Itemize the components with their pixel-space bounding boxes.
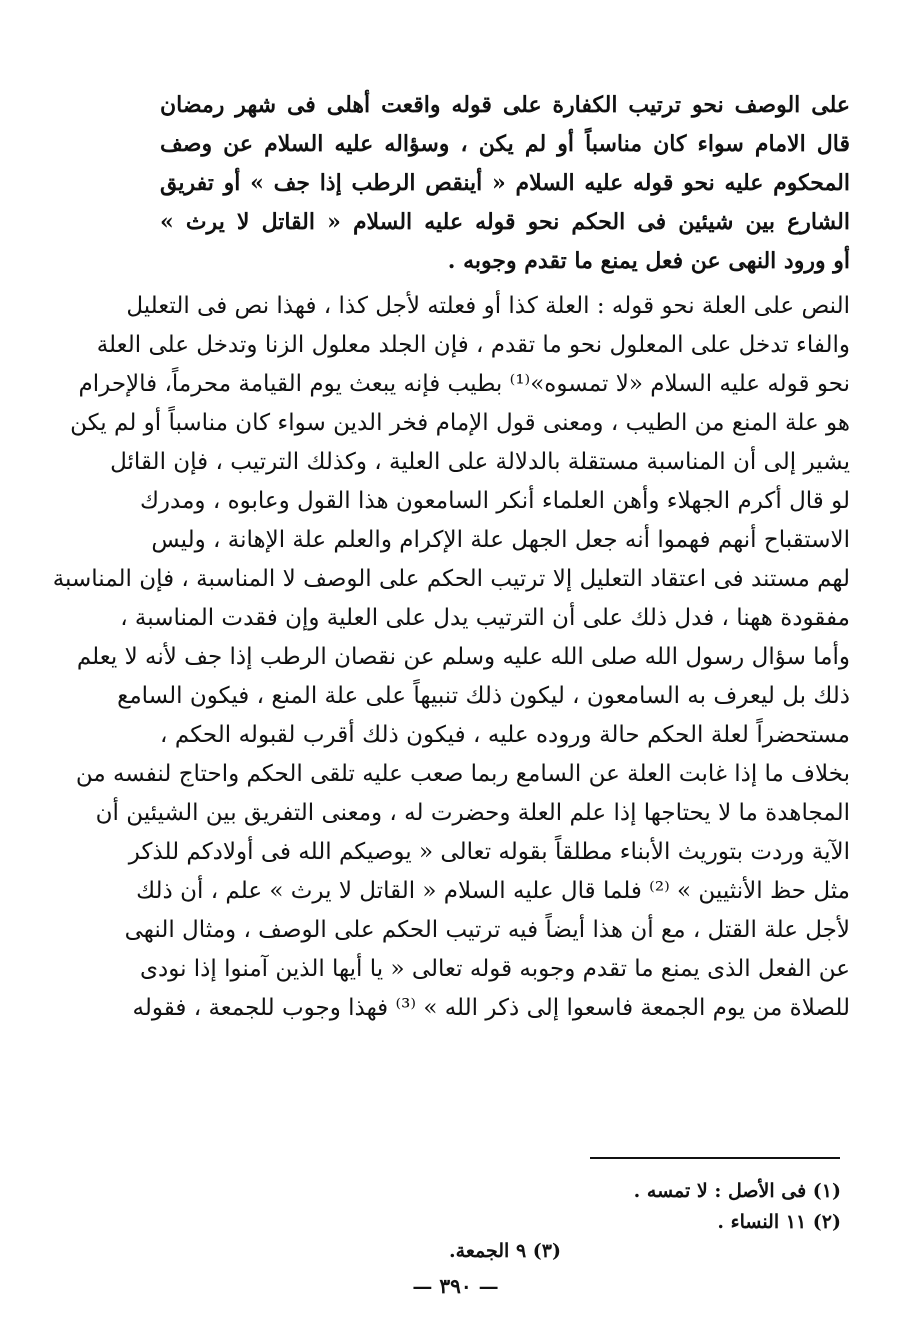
footnote-1: (١) فى الأصل : لا تمسه . [633,1180,841,1202]
paragraph-1 [160,86,850,281]
footnote-2: (٢) ١١ النساء . [717,1211,841,1233]
text-line: النص على العلة نحو قوله : العلة كذا أو فعلته لأجل كذا ، فهذا نص فى التعليل [126,293,850,319]
text-line: وأما سؤال رسول الله صلى الله عليه وسلم عن نقصان الرطب إذا جف لأنه لا يعلم [76,644,850,670]
text-line: لأجل علة القتل ، مع أن هذا أيضاً فيه ترتيب الحكم على الوصف ، ومثال النهى [124,917,850,943]
text-line: عن الفعل الذى يمنع ما تقدم وجوبه قوله تعالى « يا أيها الذين آمنوا إذا نودى [139,956,850,982]
text-line: قال الامام سواء كان مناسباً أو لم يكن ، وسؤاله عليه السلام عن وصف [160,131,850,157]
paragraph-2 [52,287,850,1028]
text-line: نحو قوله عليه السلام «لا تمسوه»⁽¹⁾ بطيب فإنه يبعث يوم القيامة محرماً، فالإحرام [78,371,850,397]
text-line: أو ورود النهى عن فعل يمنع ما تقدم وجوبه . [447,248,850,274]
text-line: للصلاة من يوم الجمعة فاسعوا إلى ذكر الله » ⁽³⁾ فهذا وجوب للجمعة ، فقوله [132,995,850,1021]
text-line: لهم مستند فى اعتقاد التعليل إلا ترتيب الحكم على الوصف لا المناسبة ، فإن المناسبة [52,566,850,592]
footnote-3: (٣) ٩ الجمعة. [449,1240,561,1262]
text-line: الشارع بين شيئين فى الحكم نحو قوله عليه السلام « القاتل لا يرث » [160,209,850,235]
text-line: مثل حظ الأنثيين » ⁽²⁾ فلما قال عليه السلام « القاتل لا يرث » علم ، أن ذلك [136,878,850,904]
text-line: بخلاف ما إذا غابت العلة عن السامع ربما صعب عليه تلقى الحكم واحتاج لنفسه من [75,761,850,787]
text-line: مفقودة ههنا ، فدل ذلك على أن الترتيب يدل على العلية وإن فقدت المناسبة ، [120,605,850,631]
text-line: ذلك بل ليعرف به السامعون ، ليكون ذلك تنبيهاً على علة المنع ، فيكون السامع [117,683,850,709]
text-line: المحكوم عليه نحو قوله عليه السلام « أينقص الرطب إذا جف » أو تفريق [160,170,850,196]
footnote-divider [590,1157,840,1159]
text-line: مستحضراً لعلة الحكم حالة وروده عليه ، فيكون ذلك أقرب لقبوله الحكم ، [160,722,850,748]
page-number: — ٣٩٠ — [412,1274,499,1298]
text-line: الاستقباح أنهم فهموا أنه جعل الجهل علة الإكرام والعلم علة الإهانة ، وليس [151,527,850,553]
text-line: هو علة المنع من الطيب ، ومعنى قول الإمام فخر الدين سواء كان مناسباً أو لم يكن [70,410,850,436]
text-line: لو قال أكرم الجهلاء وأهن العلماء أنكر السامعون هذا القول وعابوه ، ومدرك [139,488,850,514]
text-line: الآية وردت بتوريث الأبناء مطلقاً بقوله تعالى « يوصيكم الله فى أولادكم للذكر [128,839,850,865]
text-line: على الوصف نحو ترتيب الكفارة على قوله واقعت أهلى فى شهر رمضان [160,92,850,118]
body-text [52,86,850,1028]
text-line: يشير إلى أن المناسبة مستقلة بالدلالة على العلية ، وكذلك الترتيب ، فإن القائل [110,449,850,475]
text-line: المجاهدة ما لا يحتاجها إذا علم العلة وحضرت له ، ومعنى التفريق بين الشيئين أن [95,800,850,826]
text-line: والفاء تدخل على المعلول نحو ما تقدم ، فإن الجلد معلول الزنا وتدخل على العلة [96,332,850,358]
